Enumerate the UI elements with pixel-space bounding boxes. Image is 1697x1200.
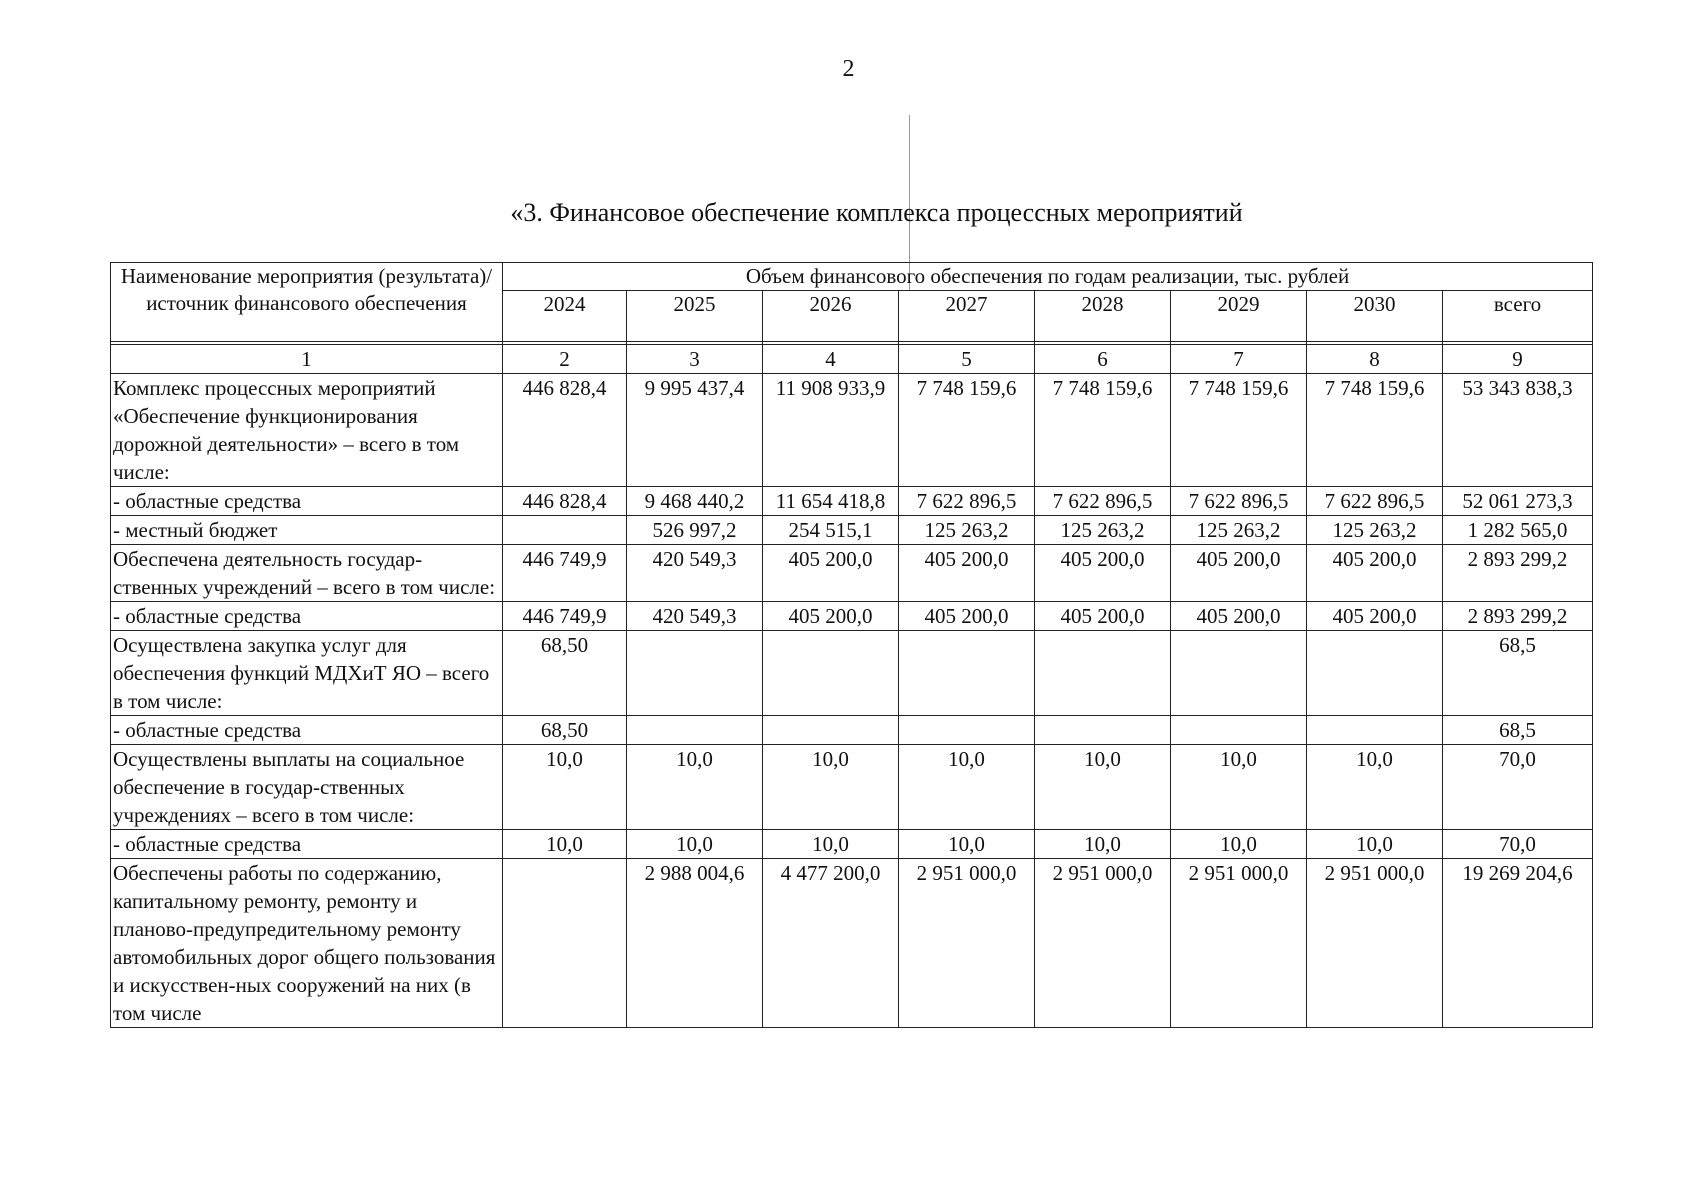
row-value-cell: 2 951 000,0	[1171, 859, 1307, 1028]
row-value-cell	[1307, 716, 1443, 745]
row-name-cell: Обеспечена деятельность государ-ственных учреждений – всего в том числе:	[111, 545, 503, 602]
row-value-cell: 420 549,3	[627, 545, 763, 602]
row-total-cell: 2 893 299,2	[1443, 602, 1593, 631]
row-total-cell: 2 893 299,2	[1443, 545, 1593, 602]
row-value-cell: 10,0	[503, 830, 627, 859]
row-name-cell: - областные средства	[111, 830, 503, 859]
row-name-cell: - местный бюджет	[111, 516, 503, 545]
row-value-cell	[1171, 631, 1307, 716]
row-value-cell: 10,0	[1171, 745, 1307, 830]
row-value-cell: 10,0	[1171, 830, 1307, 859]
year-header: 2028	[1035, 291, 1171, 342]
row-total-cell: 68,5	[1443, 631, 1593, 716]
row-value-cell: 405 200,0	[1307, 602, 1443, 631]
row-value-cell: 405 200,0	[763, 545, 899, 602]
row-value-cell: 10,0	[763, 745, 899, 830]
row-value-cell: 7 622 896,5	[1171, 487, 1307, 516]
row-value-cell: 11 908 933,9	[763, 374, 899, 487]
column-number: 9	[1443, 345, 1593, 374]
year-header: 2025	[627, 291, 763, 342]
row-name-cell: Обеспечены работы по содержанию, капитальному ремонту, ремонту и планово-предупредительному ремонту автомобильных дорог общего пользования и искусствен-ных сооружений на них (в том числе	[111, 859, 503, 1028]
row-total-cell: 70,0	[1443, 745, 1593, 830]
row-value-cell: 405 200,0	[1307, 545, 1443, 602]
row-value-cell: 4 477 200,0	[763, 859, 899, 1028]
row-value-cell	[1035, 716, 1171, 745]
row-value-cell: 10,0	[503, 745, 627, 830]
column-number-row	[111, 345, 1593, 374]
header-volume-cell: Объем финансового обеспечения по годам реализации, тыс. рублей	[503, 263, 1593, 291]
row-value-cell: 2 988 004,6	[627, 859, 763, 1028]
row-value-cell: 125 263,2	[1035, 516, 1171, 545]
page-number: 2	[842, 56, 855, 82]
row-total-cell: 52 061 273,3	[1443, 487, 1593, 516]
row-value-cell: 10,0	[763, 830, 899, 859]
row-value-cell: 405 200,0	[899, 602, 1035, 631]
row-name-cell: Осуществлены выплаты на социальное обеспечение в государ-ственных учреждениях – всего в том числе:	[111, 745, 503, 830]
row-value-cell: 7 748 159,6	[1307, 374, 1443, 487]
table-row	[111, 830, 1593, 859]
table-row	[111, 631, 1593, 716]
row-value-cell	[763, 716, 899, 745]
column-number: 5	[899, 345, 1035, 374]
table-row	[111, 602, 1593, 631]
row-value-cell: 10,0	[1035, 830, 1171, 859]
table-row	[111, 716, 1593, 745]
row-value-cell	[899, 716, 1035, 745]
table-row	[111, 374, 1593, 487]
row-value-cell: 125 263,2	[1171, 516, 1307, 545]
row-value-cell: 2 951 000,0	[1035, 859, 1171, 1028]
table-row	[111, 516, 1593, 545]
row-value-cell: 10,0	[899, 830, 1035, 859]
year-header: 2027	[899, 291, 1035, 342]
document-title: «3. Финансовое обеспечение комплекса процессных мероприятий	[510, 198, 1243, 227]
row-value-cell: 2 951 000,0	[1307, 859, 1443, 1028]
column-number: 6	[1035, 345, 1171, 374]
row-value-cell: 10,0	[1307, 745, 1443, 830]
row-value-cell	[1307, 631, 1443, 716]
row-value-cell	[503, 516, 627, 545]
row-value-cell: 7 748 159,6	[899, 374, 1035, 487]
row-value-cell: 10,0	[1307, 830, 1443, 859]
row-name-cell: - областные средства	[111, 716, 503, 745]
row-value-cell: 405 200,0	[1035, 545, 1171, 602]
row-value-cell: 7 622 896,5	[1307, 487, 1443, 516]
row-name-cell: - областные средства	[111, 487, 503, 516]
row-value-cell	[899, 631, 1035, 716]
row-value-cell: 125 263,2	[899, 516, 1035, 545]
row-value-cell: 405 200,0	[899, 545, 1035, 602]
column-number: 2	[503, 345, 627, 374]
row-value-cell: 446 749,9	[503, 602, 627, 631]
row-value-cell: 7 622 896,5	[899, 487, 1035, 516]
row-total-cell: 53 343 838,3	[1443, 374, 1593, 487]
row-value-cell: 7 622 896,5	[1035, 487, 1171, 516]
row-value-cell: 10,0	[627, 830, 763, 859]
column-number: 3	[627, 345, 763, 374]
row-value-cell: 526 997,2	[627, 516, 763, 545]
column-number: 7	[1171, 345, 1307, 374]
row-value-cell: 9 995 437,4	[627, 374, 763, 487]
financing-table	[110, 262, 1593, 1028]
row-total-cell: 70,0	[1443, 830, 1593, 859]
year-header: 2026	[763, 291, 899, 342]
row-name-cell: Осуществлена закупка услуг для обеспечения функций МДХиТ ЯО – всего в том числе:	[111, 631, 503, 716]
header-name-cell: Наименование мероприятия (результата)/ источник финансового обеспечения	[111, 263, 503, 342]
row-value-cell: 405 200,0	[763, 602, 899, 631]
row-value-cell	[1171, 716, 1307, 745]
row-value-cell: 11 654 418,8	[763, 487, 899, 516]
row-value-cell: 446 828,4	[503, 487, 627, 516]
row-value-cell: 446 749,9	[503, 545, 627, 602]
total-header: всего	[1443, 291, 1593, 342]
row-value-cell: 405 200,0	[1035, 602, 1171, 631]
row-total-cell: 68,5	[1443, 716, 1593, 745]
row-value-cell	[763, 631, 899, 716]
column-number: 1	[111, 345, 503, 374]
table-row	[111, 859, 1593, 1028]
row-value-cell: 405 200,0	[1171, 602, 1307, 631]
table-row	[111, 487, 1593, 516]
column-number: 8	[1307, 345, 1443, 374]
table-row	[111, 745, 1593, 830]
row-value-cell: 10,0	[1035, 745, 1171, 830]
row-value-cell: 420 549,3	[627, 602, 763, 631]
year-header: 2024	[503, 291, 627, 342]
table-row	[111, 545, 1593, 602]
row-value-cell: 446 828,4	[503, 374, 627, 487]
row-value-cell	[627, 631, 763, 716]
row-value-cell	[503, 859, 627, 1028]
row-name-cell: - областные средства	[111, 602, 503, 631]
row-value-cell: 7 748 159,6	[1035, 374, 1171, 487]
row-name-cell: Комплекс процессных мероприятий «Обеспечение функционирования дорожной деятельности» – всего в том числе:	[111, 374, 503, 487]
column-number: 4	[763, 345, 899, 374]
row-value-cell: 405 200,0	[1171, 545, 1307, 602]
row-value-cell: 125 263,2	[1307, 516, 1443, 545]
row-value-cell	[627, 716, 763, 745]
row-value-cell: 10,0	[627, 745, 763, 830]
row-value-cell: 10,0	[899, 745, 1035, 830]
row-value-cell: 68,50	[503, 631, 627, 716]
row-value-cell: 254 515,1	[763, 516, 899, 545]
header-row-top	[111, 263, 1593, 291]
year-header: 2029	[1171, 291, 1307, 342]
row-value-cell: 9 468 440,2	[627, 487, 763, 516]
row-total-cell: 19 269 204,6	[1443, 859, 1593, 1028]
row-value-cell: 2 951 000,0	[899, 859, 1035, 1028]
row-value-cell	[1035, 631, 1171, 716]
row-value-cell: 68,50	[503, 716, 627, 745]
year-header: 2030	[1307, 291, 1443, 342]
row-total-cell: 1 282 565,0	[1443, 516, 1593, 545]
row-value-cell: 7 748 159,6	[1171, 374, 1307, 487]
